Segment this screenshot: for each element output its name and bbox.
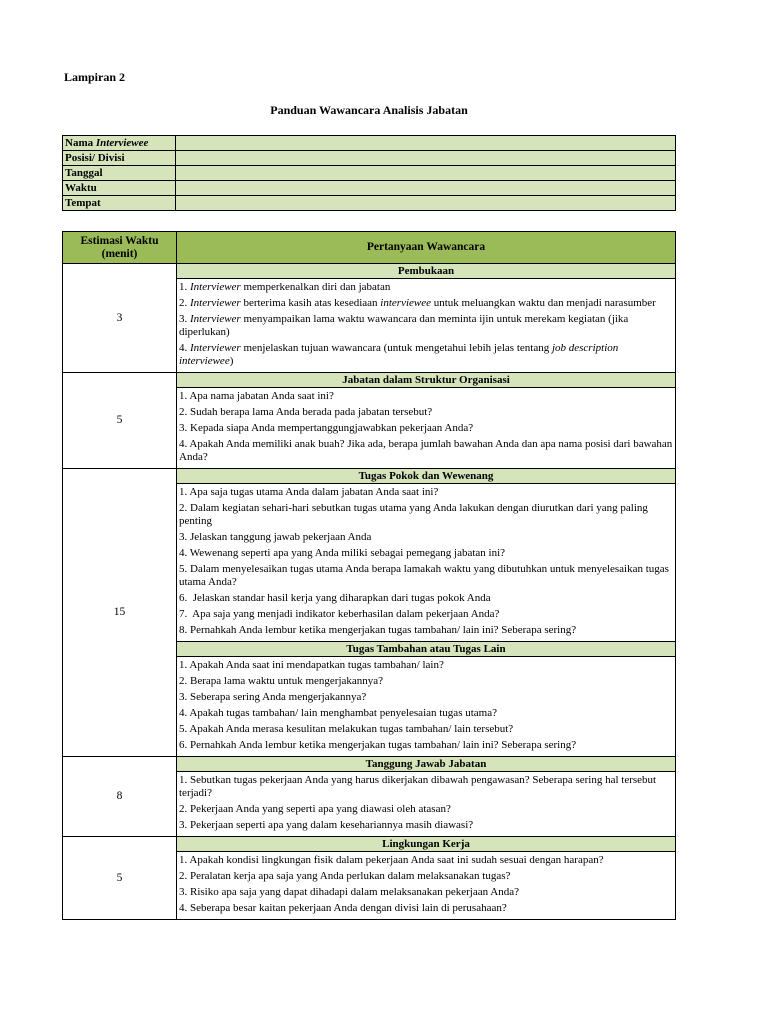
info-label: Nama Interviewee: [63, 136, 176, 151]
question-list: [177, 484, 676, 642]
info-label: Tanggal: [63, 166, 176, 181]
info-row: [63, 181, 676, 196]
question-item: 3. Risiko apa saja yang dapat dihadapi dalam melaksanakan pekerjaan Anda?: [179, 886, 519, 898]
question-item: 2. Dalam kegiatan sehari-hari sebutkan tugas utama yang Anda lakukan dengan diurutkan dari yang paling penting: [179, 502, 648, 527]
header-estimated-time: Estimasi Waktu (menit): [63, 232, 177, 264]
question-list: [177, 852, 676, 920]
section-title: Tugas Pokok dan Wewenang: [177, 469, 676, 484]
question-item: 2. Berapa lama waktu untuk mengerjakannya?: [179, 675, 384, 687]
info-row: [63, 136, 676, 151]
info-label: Posisi/ Divisi: [63, 151, 176, 166]
question-list: [177, 388, 676, 469]
section-header-row: [63, 264, 676, 279]
question-list: [177, 657, 676, 757]
question-item: 2. Sudah berapa lama Anda berada pada jabatan tersebut?: [179, 406, 433, 418]
question-item: 4. Apakah tugas tambahan/ lain menghambat penyelesaian tugas utama?: [179, 707, 497, 719]
info-row: [63, 151, 676, 166]
section-title: Tugas Tambahan atau Tugas Lain: [177, 642, 676, 657]
question-item: 2. Peralatan kerja apa saja yang Anda perlukan dalam melaksanakan tugas?: [179, 870, 511, 882]
info-row: [63, 196, 676, 211]
info-value: [176, 166, 676, 181]
question-item: 3. Kepada siapa Anda mempertanggungjawabkan pekerjaan Anda?: [179, 422, 474, 434]
interview-guide-table: [62, 231, 676, 920]
question-item: 6. Pernahkah Anda lembur ketika mengerjakan tugas tambahan/ lain ini? Seberapa sering?: [179, 739, 577, 751]
info-value: [176, 196, 676, 211]
question-item: 1. Sebutkan tugas pekerjaan Anda yang harus dikerjakan dibawah pengawasan? Seberapa sering hal tersebut terjadi?: [179, 774, 657, 799]
section-title: Jabatan dalam Struktur Organisasi: [177, 373, 676, 388]
question-item: 1. Apakah Anda saat ini mendapatkan tugas tambahan/ lain?: [179, 659, 444, 671]
interviewee-info-table: [62, 135, 676, 211]
question-item: 1. Apa nama jabatan Anda saat ini?: [179, 390, 334, 402]
question-list: [177, 279, 676, 373]
section-header-row: [63, 837, 676, 852]
question-item: 3. Jelaskan tanggung jawab pekerjaan Anda: [179, 531, 372, 543]
question-item: 3. Pekerjaan seperti apa yang dalam kesehariannya masih diawasi?: [179, 819, 474, 831]
question-item: 3. Interviewer menyampaikan lama waktu wawancara dan meminta ijin untuk merekam kegiatan (jika diperlukan): [179, 313, 629, 338]
section-header-row: [63, 757, 676, 772]
header-interview-questions: Pertanyaan Wawancara: [177, 232, 676, 264]
info-label: Tempat: [63, 196, 176, 211]
question-item: 1. Apa saja tugas utama Anda dalam jabatan Anda saat ini?: [179, 486, 439, 498]
info-value: [176, 181, 676, 196]
estimated-time-cell: 8: [63, 757, 177, 837]
section-title: Pembukaan: [177, 264, 676, 279]
info-row: [63, 166, 676, 181]
page-title: Panduan Wawancara Analisis Jabatan: [270, 103, 468, 117]
question-item: 4. Wewenang seperti apa yang Anda miliki sebagai pemegang jabatan ini?: [179, 547, 506, 559]
info-label: Waktu: [63, 181, 176, 196]
question-item: 5. Dalam menyelesaikan tugas utama Anda berapa lamakah waktu yang dibutuhkan untuk menyelesaikan tugas utama Anda?: [179, 563, 669, 588]
question-item: 2. Interviewer berterima kasih atas kesediaan interviewee untuk meluangkan waktu dan menjadi narasumber: [179, 297, 656, 309]
question-item: 6. Jelaskan standar hasil kerja yang diharapkan dari tugas pokok Anda: [179, 592, 491, 604]
question-item: 2. Pekerjaan Anda yang seperti apa yang diawasi oleh atasan?: [179, 803, 451, 815]
estimated-time-cell: 5: [63, 837, 177, 920]
info-value: [176, 151, 676, 166]
question-item: 8. Pernahkah Anda lembur ketika mengerjakan tugas tambahan/ lain ini? Seberapa sering?: [179, 624, 577, 636]
section-header-row: [63, 469, 676, 484]
section-title: Tanggung Jawab Jabatan: [177, 757, 676, 772]
table-header-row: [63, 232, 676, 264]
question-item: 1. Interviewer memperkenalkan diri dan jabatan: [179, 281, 391, 293]
section-header-row: [63, 373, 676, 388]
estimated-time-cell: 5: [63, 373, 177, 469]
estimated-time-cell: 15: [63, 469, 177, 757]
question-item: 4. Seberapa besar kaitan pekerjaan Anda dengan divisi lain di perusahaan?: [179, 902, 507, 914]
section-title: Lingkungan Kerja: [177, 837, 676, 852]
appendix-label: Lampiran 2: [64, 70, 126, 84]
question-item: 7. Apa saja yang menjadi indikator keberhasilan dalam pekerjaan Anda?: [179, 608, 500, 620]
question-item: 1. Apakah kondisi lingkungan fisik dalam pekerjaan Anda saat ini sudah sesuai dengan harapan?: [179, 854, 604, 866]
question-item: 4. Interviewer menjelaskan tujuan wawancara (untuk mengetahui lebih jelas tentang job description interviewee): [179, 342, 619, 367]
question-item: 4. Apakah Anda memiliki anak buah? Jika ada, berapa jumlah bawahan Anda dan apa nama posisi dari bawahan Anda?: [179, 438, 673, 463]
estimated-time-cell: 3: [63, 264, 177, 373]
info-value: [176, 136, 676, 151]
question-item: 5. Apakah Anda merasa kesulitan melakukan tugas tambahan/ lain tersebut?: [179, 723, 514, 735]
question-list: [177, 772, 676, 837]
question-item: 3. Seberapa sering Anda mengerjakannya?: [179, 691, 367, 703]
